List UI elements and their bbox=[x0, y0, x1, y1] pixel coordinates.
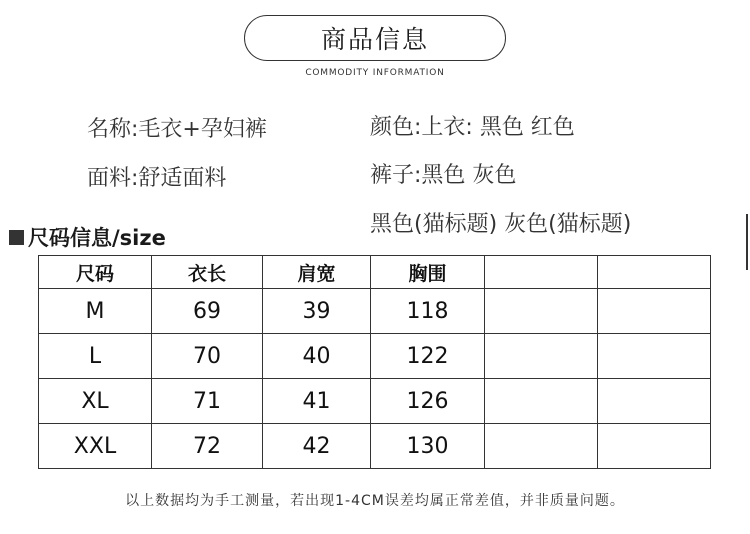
table-cell: XL bbox=[39, 379, 152, 424]
table-header-cell: 肩宽 bbox=[263, 256, 371, 289]
page-title bbox=[244, 15, 506, 61]
product-name: 名称:毛衣+孕妇裤 bbox=[87, 117, 267, 142]
table-cell: L bbox=[39, 334, 152, 379]
table-cell bbox=[598, 424, 711, 469]
measurement-note: 以上数据均为手工测量，若出现1-4CM误差均属正常差值，并非质量问题。 bbox=[125, 493, 625, 509]
table-header-cell: 胸围 bbox=[371, 256, 485, 289]
table-header-cell bbox=[598, 256, 711, 289]
table-cell bbox=[485, 289, 598, 334]
product-color: 颜色:上衣: 黑色 红色 bbox=[370, 115, 575, 140]
product-pants-extra: 黑色(猫标题) 灰色(猫标题) bbox=[370, 212, 632, 237]
table-cell: M bbox=[39, 289, 152, 334]
page-title-text: 商品信息 bbox=[320, 25, 429, 54]
table-row bbox=[39, 424, 711, 469]
table-row bbox=[39, 289, 711, 334]
table-cell bbox=[485, 424, 598, 469]
table-cell bbox=[598, 334, 711, 379]
table-cell: 118 bbox=[371, 289, 485, 334]
table-cell: 70 bbox=[152, 334, 263, 379]
table-header-row bbox=[39, 256, 711, 289]
table-cell bbox=[485, 379, 598, 424]
table-cell: 41 bbox=[263, 379, 371, 424]
table-cell: 42 bbox=[263, 424, 371, 469]
table-row bbox=[39, 379, 711, 424]
page-subtitle: COMMODITY INFORMATION bbox=[305, 68, 445, 78]
table-cell: 39 bbox=[263, 289, 371, 334]
table-cell bbox=[485, 334, 598, 379]
table-cell bbox=[598, 289, 711, 334]
table-header-cell: 尺码 bbox=[39, 256, 152, 289]
table-cell: 40 bbox=[263, 334, 371, 379]
product-pants: 裤子:黑色 灰色 bbox=[370, 163, 517, 188]
square-bullet-icon bbox=[9, 230, 24, 245]
product-fabric: 面料:舒适面料 bbox=[87, 166, 227, 191]
table-header-cell bbox=[485, 256, 598, 289]
table-cell: XXL bbox=[39, 424, 152, 469]
size-section-heading bbox=[9, 222, 166, 252]
size-section-heading-text: 尺码信息/size bbox=[28, 226, 166, 250]
table-cell: 130 bbox=[371, 424, 485, 469]
table-cell: 122 bbox=[371, 334, 485, 379]
edge-divider bbox=[746, 214, 748, 270]
table-cell: 72 bbox=[152, 424, 263, 469]
table-cell: 126 bbox=[371, 379, 485, 424]
table-cell: 69 bbox=[152, 289, 263, 334]
table-cell: 71 bbox=[152, 379, 263, 424]
table-header-cell: 衣长 bbox=[152, 256, 263, 289]
table-cell bbox=[598, 379, 711, 424]
table-row bbox=[39, 334, 711, 379]
size-table bbox=[38, 255, 711, 469]
